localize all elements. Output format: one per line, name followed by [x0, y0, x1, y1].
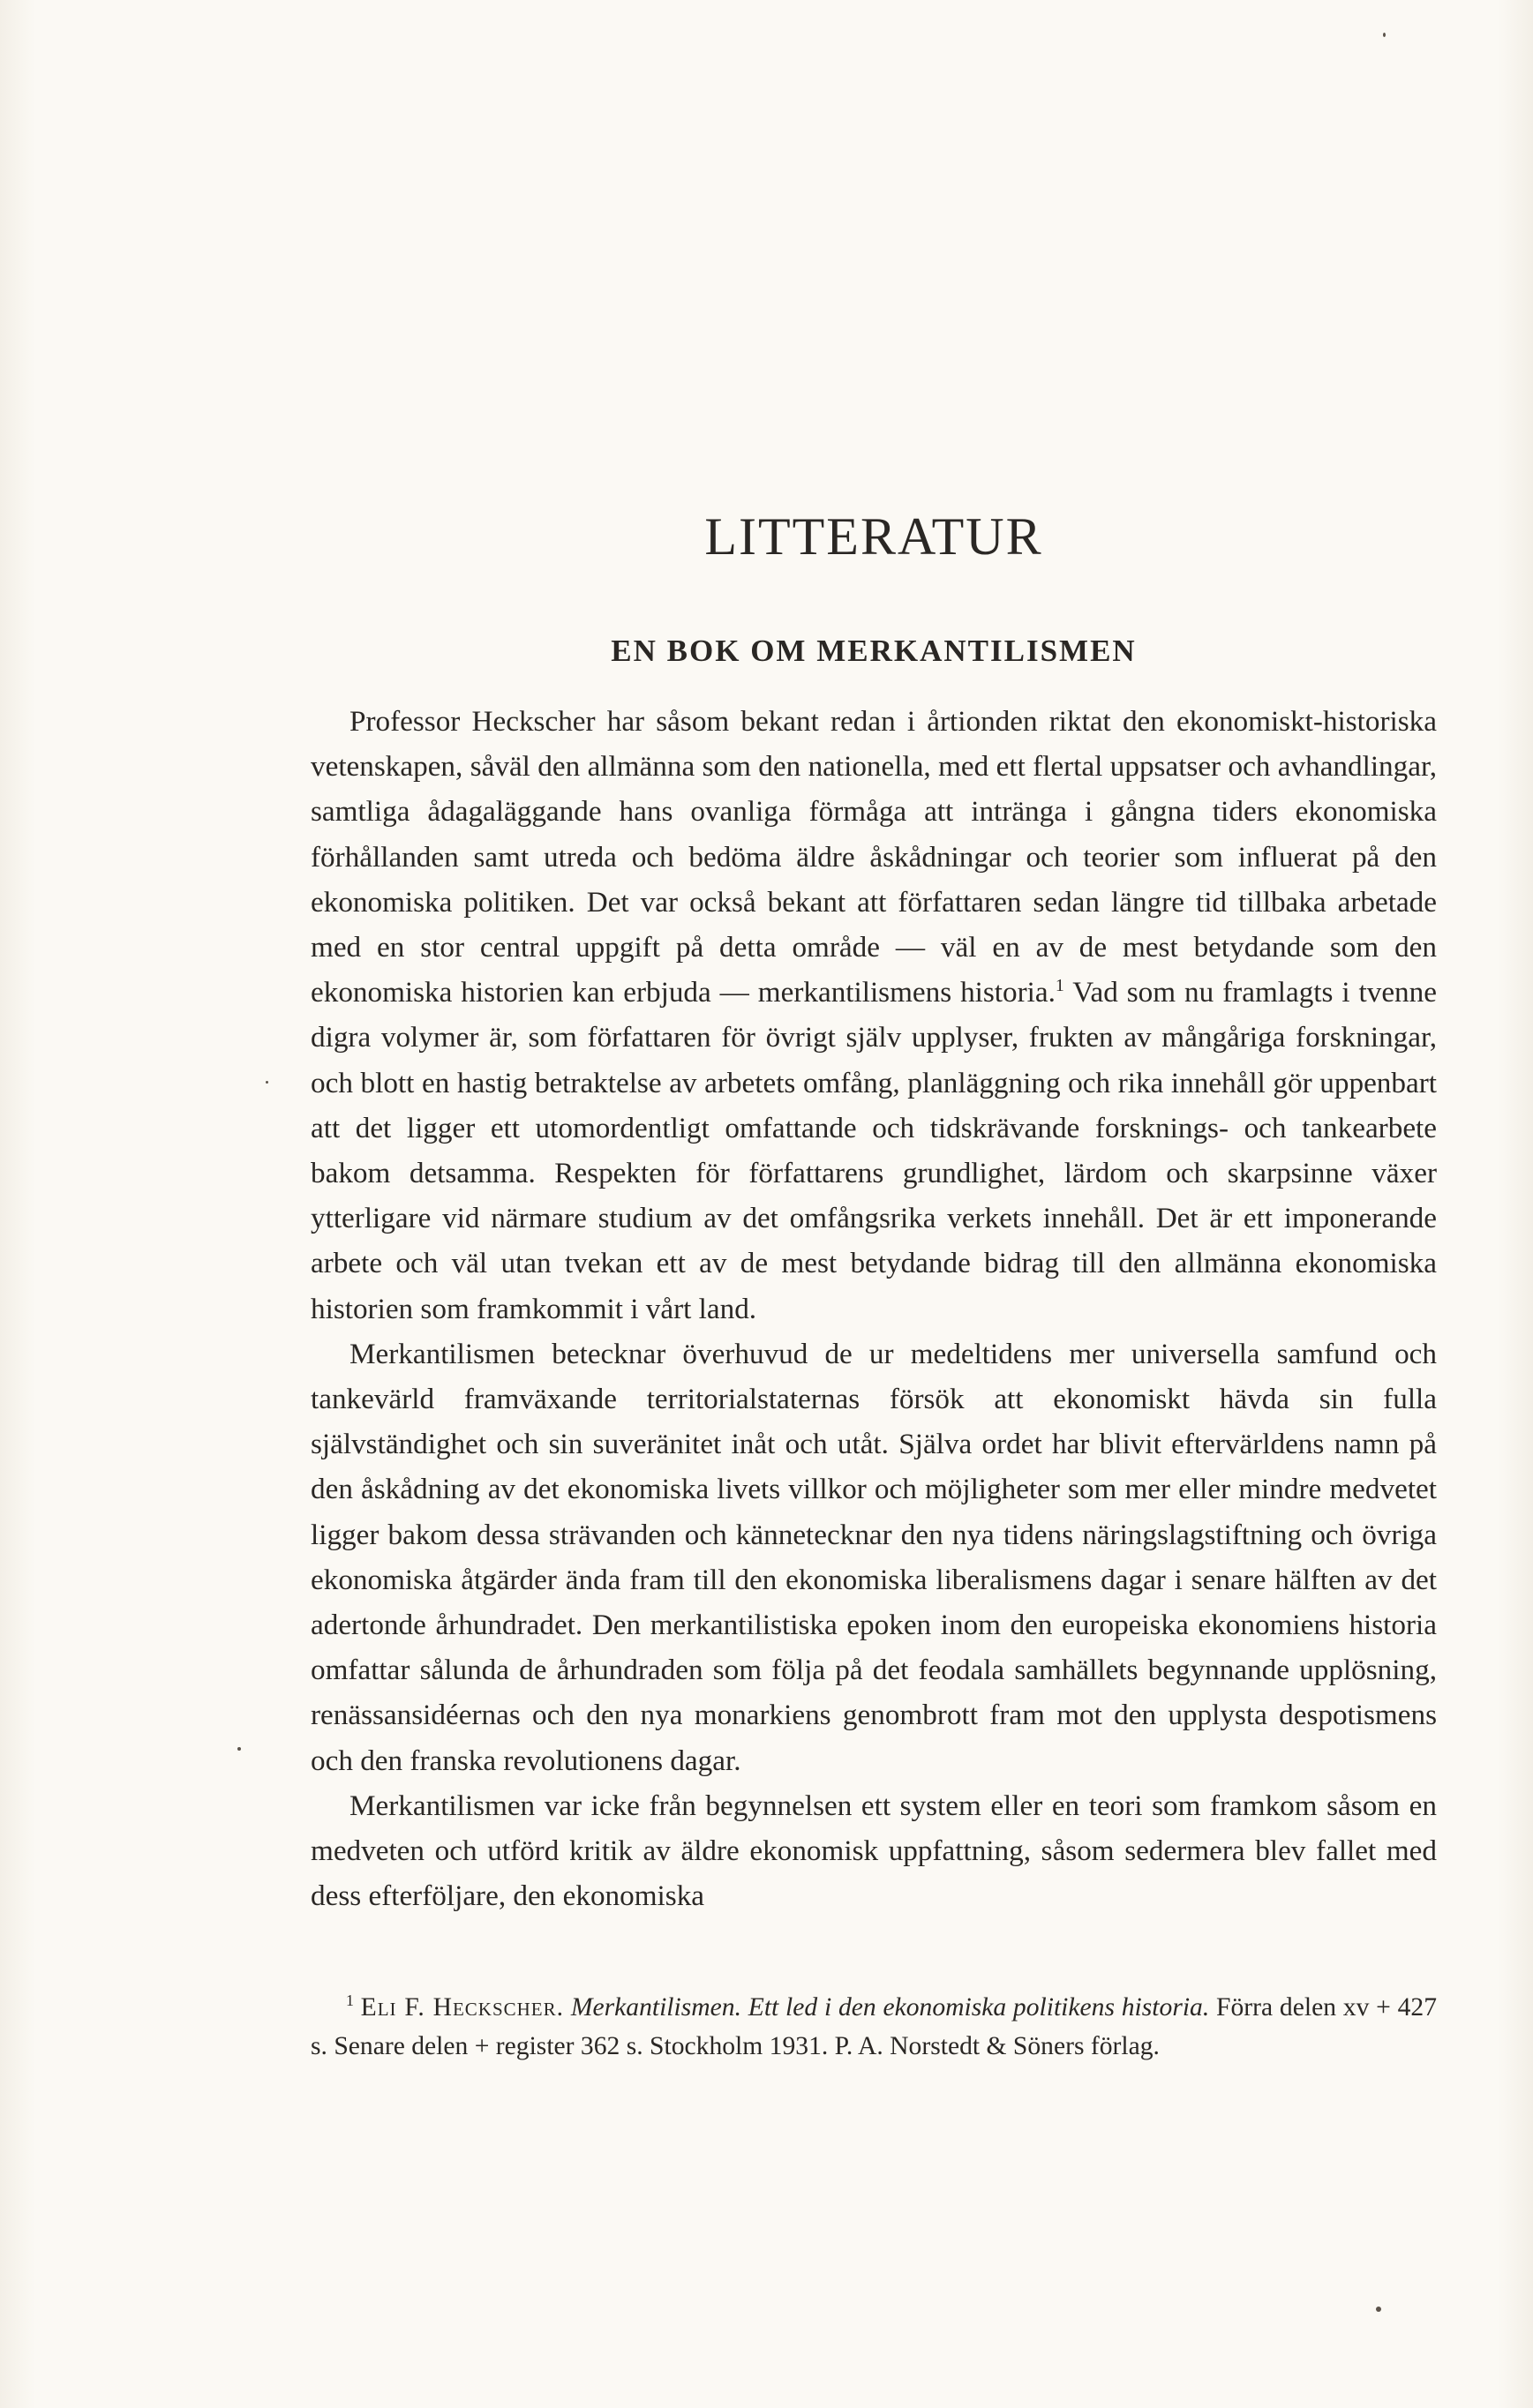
paragraph-3: Merkantilismen var icke från begynnelsen ett system eller en teori som framkom såsom en medveten och utförd kritik av äldre ekonomisk uppfattning, såsom sedermera blev fallet med dess efterföljare, den ekonomiska: [311, 1789, 1437, 1913]
article-title: EN BOK OM MERKANTILISMEN: [611, 634, 1137, 668]
footnote-marker: 1: [346, 1992, 354, 2010]
footnote-details: Förra delen xv + 427 s. Senare delen + register 362 s. Stockholm 1931. P. A. Norstedt & Söners förlag.: [311, 1993, 1437, 2060]
section-title: LITTERATUR: [704, 507, 1043, 566]
paper-speck-mark: [1383, 33, 1386, 37]
footnote-title: Merkantilismen. Ett led i den ekonomiska politikens historia.: [570, 1993, 1210, 2022]
article-body: [311, 699, 1437, 1918]
footnote: [311, 1989, 1437, 2066]
paper-speck-mark: [1376, 2307, 1381, 2312]
paper-speck-mark: [266, 1081, 268, 1084]
paragraph-1-continued: Vad som nu framlagts i tvenne digra volymer är, som författaren för övrigt själv upplyser, frukten av mångåriga forskningar, och blott en hastig betraktelse av arbetets omfång, planläggning och rika innehåll gör uppenbart att det ligger ett utomordentligt omfattande och tidskrävande forsknings- och tankearbete bakom detsamma. Respekten för författarens grundlighet, lärdom och skarpsinne växer ytterligare vid närmare studium av det omfångsrika verkets innehåll. Det är ett imponerande arbete och väl utan tvekan ett av de mest betydande bidrag till den allmänna ekonomiska historien som framkommit i vårt land.: [311, 976, 1437, 1325]
paragraph-1: [311, 699, 1437, 1332]
paper-speck-mark: [237, 1747, 241, 1751]
footnote-author: Eli F. Heckscher.: [360, 1993, 565, 2022]
paragraph-1-text: Professor Heckscher har såsom bekant redan i årtionden riktat den ekonomiskt-historiska vetenskapen, såväl den allmänna som den nationella, med ett flertal uppsatser och avhandlingar, samtliga ådagaläggande hans ovanliga förmåga att intränga i gångna tiders ekonomiska förhållanden samt utreda och bedöma äldre åskådningar och teorier som influerat på den ekonomiska politiken. Det var också bekant att författaren sedan längre tid tillbaka arbetade med en stor central uppgift på detta område — väl en av de mest betydande som den ekonomiska historien kan erbjuda — merkantilismens historia.: [311, 705, 1437, 1009]
footnote-reference: 1: [1055, 976, 1064, 996]
paragraph-2: Merkantilismen betecknar överhuvud de ur medeltidens mer universella samfund och tankevärld framväxande territorialstaternas försök att ekonomiskt hävda sin fulla självständighet och sin suveränitet inåt och utåt. Själva ordet har blivit eftervärldens namn på den åskådning av det ekonomiska livets villkor och möjligheter som mer eller mindre medvetet ligger bakom dessa strävanden och kännetecknar den nya tidens näringslagstiftning och övriga ekonomiska åtgärder ända fram till den ekonomiska liberalismens dagar i senare hälften av det adertonde århundradet. Den merkantilistiska epoken inom den europeiska ekonomiens historia omfattar sålunda de århundraden som följa på det feodala samhällets begynnande upplösning, renässansidéernas och den nya monarkiens genombrott fram mot den upplysta despotismens och den franska revolutionens dagar.: [311, 1337, 1437, 1777]
